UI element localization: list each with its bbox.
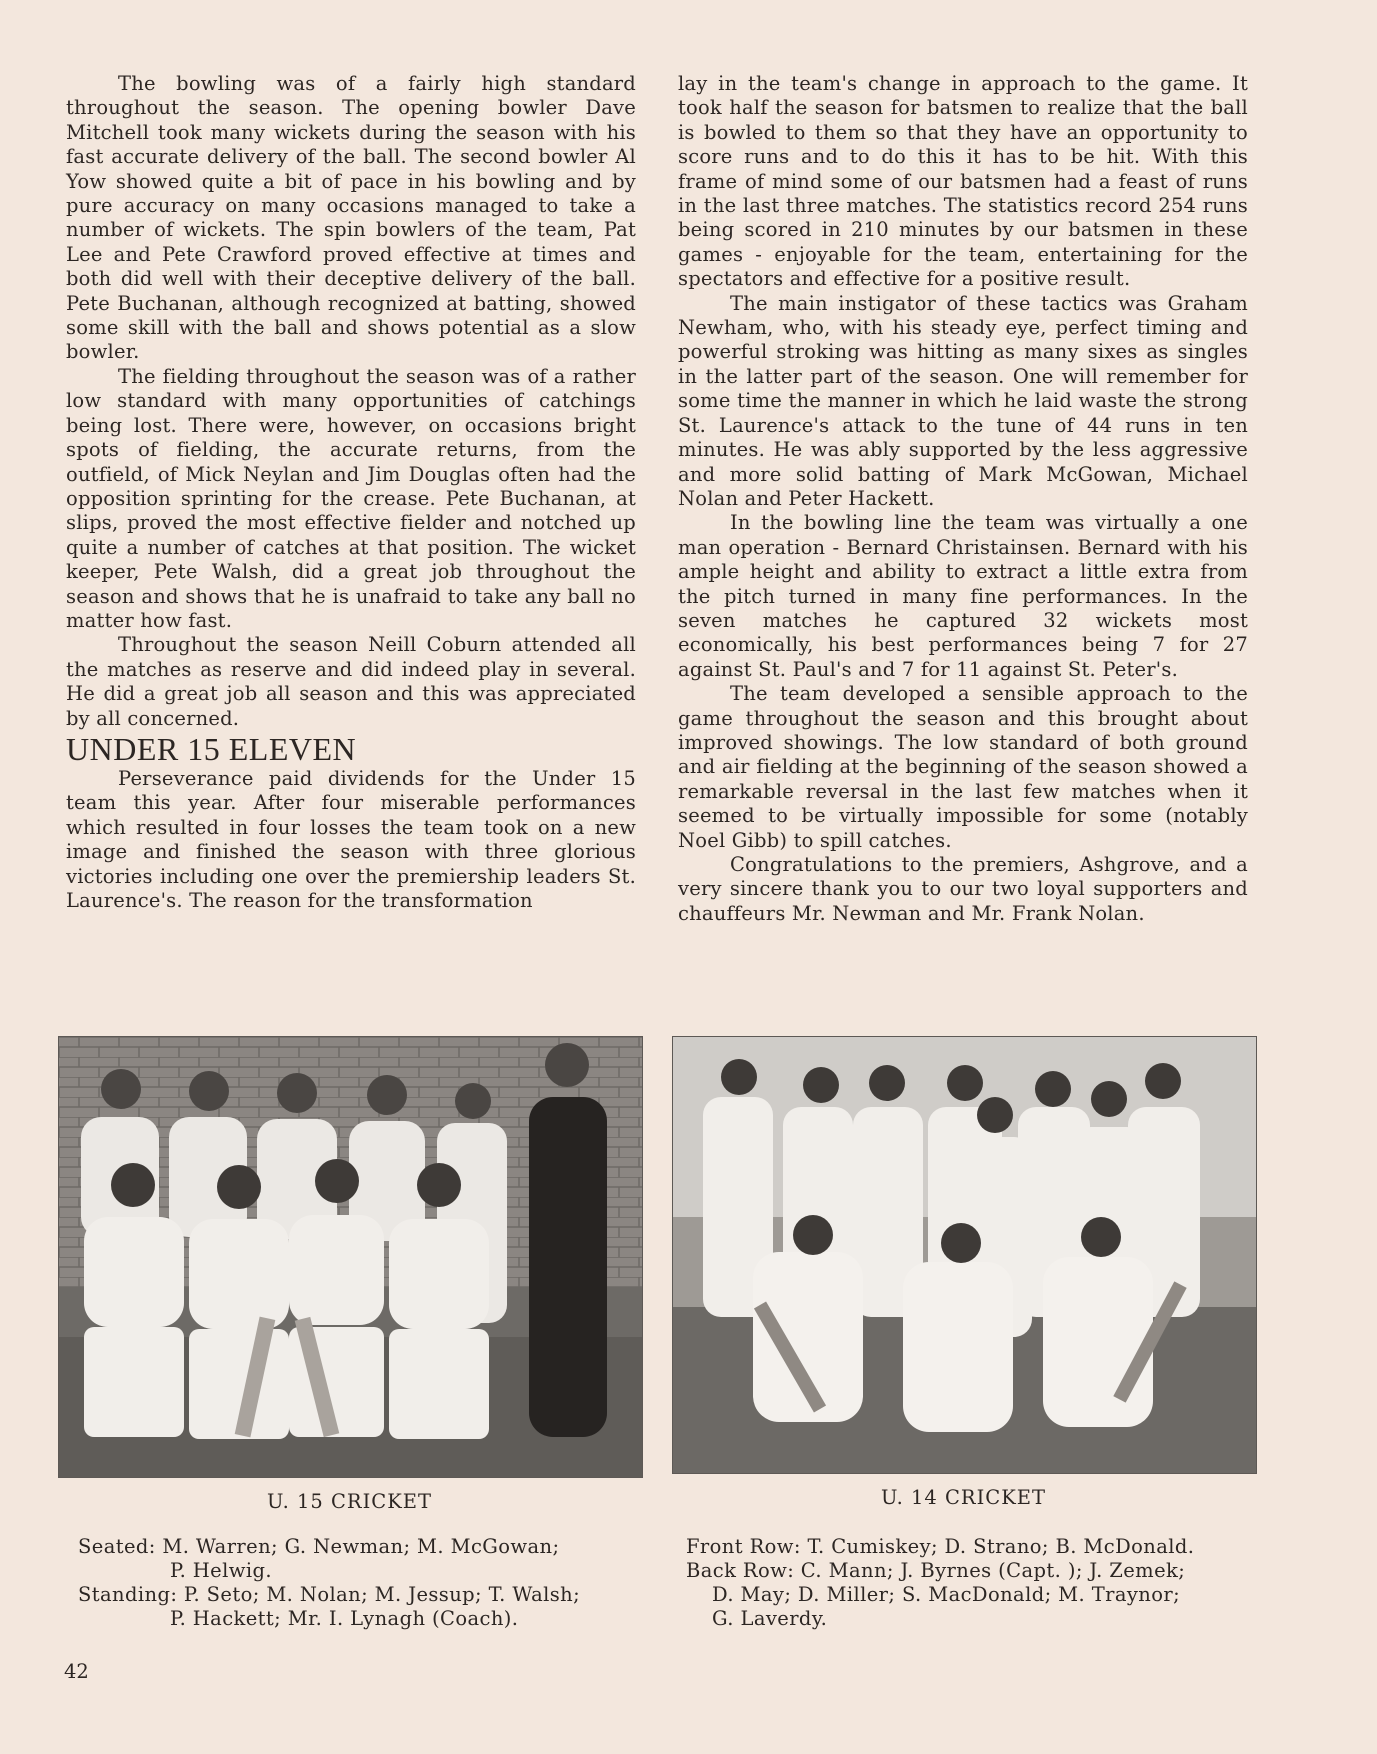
right-column — [678, 72, 1248, 926]
page-number: 42 — [64, 1660, 89, 1683]
paragraph-perseverance: Perseverance paid dividends for the Under 15 team this year. After four miserable performances which resulted in four losses the team took on a new image and finished the season with three glorious victories including one over the premiership leaders St. Laurence's. The reason for the transformation — [66, 766, 636, 912]
caption-line: Back Row: C. Mann; J. Byrnes (Capt. ); J. Zemek; — [686, 1559, 1186, 1582]
caption-line: G. Laverdy. — [712, 1607, 828, 1630]
paragraph-reserve: Throughout the season Neill Coburn attended all the matches as reserve and did indeed play in several. He did a great job all season and this was appreciated by all concerned. — [66, 633, 636, 730]
caption-line: D. May; D. Miller; S. MacDonald; M. Traynor; — [712, 1583, 1181, 1606]
paragraph-instigator: The main instigator of these tactics was Graham Newham, who, with his steady eye, perfect timing and powerful stroking was hitting as many sixes as singles in the latter part of the season. One will remember for some time the manner in which he laid waste the strong St. Laurence's attack to the tune of 44 runs in ten minutes. He was ably supported by the less aggressive and more solid batting of Mark McGowan, Michael Nolan and Peter Hackett. — [678, 291, 1248, 510]
paragraph-congratulations: Congratulations to the premiers, Ashgrove, and a very sincere thank you to our two loyal supporters and chauffeurs Mr. Newman and Mr. Frank Nolan. — [678, 853, 1248, 925]
u15-caption-title: U. 15 CRICKET — [266, 1490, 433, 1513]
paragraph-fielding: The fielding throughout the season was of a rather low standard with many opportunities of catchings being lost. There were, however, on occasions bright spots of fielding, the accurate returns, from the outfield, of Mick Neylan and Jim Douglas often had the opposition sprinting for the crease. Pete Buchanan, at slips, proved the most effective fielder and notched up quite a number of catches at that position. The wicket keeper, Pete Walsh, did a great job throughout the season and shows that he is unafraid to take any ball no matter how fast. — [66, 364, 636, 632]
caption-line: P. Hackett; Mr. I. Lynagh (Coach). — [170, 1607, 519, 1630]
u15-team-photo — [58, 1036, 643, 1478]
u14-caption — [686, 1535, 1256, 1631]
section-heading: UNDER 15 ELEVEN — [66, 730, 357, 767]
u14-caption-title: U. 14 CRICKET — [880, 1486, 1047, 1509]
paragraph-approach: lay in the team's change in approach to the game. It took half the season for batsmen to realize that the ball is bowled to them so that they have an opportunity to score runs and to do this it has to be hit. With this frame of mind some of our batsmen had a feast of runs in the last three matches. The statistics record 254 runs being scored in 210 minutes by our batsmen in these games - enjoyable for the team, entertaining for the spectators and effective for a positive result. — [678, 72, 1248, 291]
left-column — [66, 72, 636, 913]
u15-caption — [78, 1535, 638, 1631]
paragraph-bowling-line: In the bowling line the team was virtually a one man operation - Bernard Christainsen. Bernard with his ample height and ability to extract a little extra from the pitch turned in many fine performances. In the seven matches he captured 32 wickets most economically, his best performances being 7 for 27 against St. Paul's and 7 for 11 against St. Peter's. — [678, 511, 1248, 681]
u14-team-photo — [672, 1036, 1257, 1474]
paragraph-approach-developed: The team developed a sensible approach to the game throughout the season and this brought about improved showings. The low standard of both ground and air fielding at the beginning of the season showed a remarkable reversal in the last few matches when it seemed to be virtually impossible for some (notably Noel Gibb) to spill catches. — [678, 682, 1248, 852]
paragraph-bowling: The bowling was of a fairly high standard throughout the season. The opening bowler Dave Mitchell took many wickets during the season with his fast accurate delivery of the ball. The second bowler Al Yow showed quite a bit of pace in his bowling and by pure accuracy on many occasions managed to take a number of wickets. The spin bowlers of the team, Pat Lee and Pete Crawford proved effective at times and both did well with their deceptive delivery of the ball. Pete Buchanan, although recognized at batting, showed some skill with the ball and shows potential as a slow bowler. — [66, 72, 636, 364]
caption-line: Seated: M. Warren; G. Newman; M. McGowan; — [78, 1535, 560, 1558]
caption-line: Standing: P. Seto; M. Nolan; M. Jessup; T. Walsh; — [78, 1583, 581, 1606]
caption-line: P. Helwig. — [170, 1559, 272, 1582]
caption-line: Front Row: T. Cumiskey; D. Strano; B. McDonald. — [686, 1535, 1195, 1558]
